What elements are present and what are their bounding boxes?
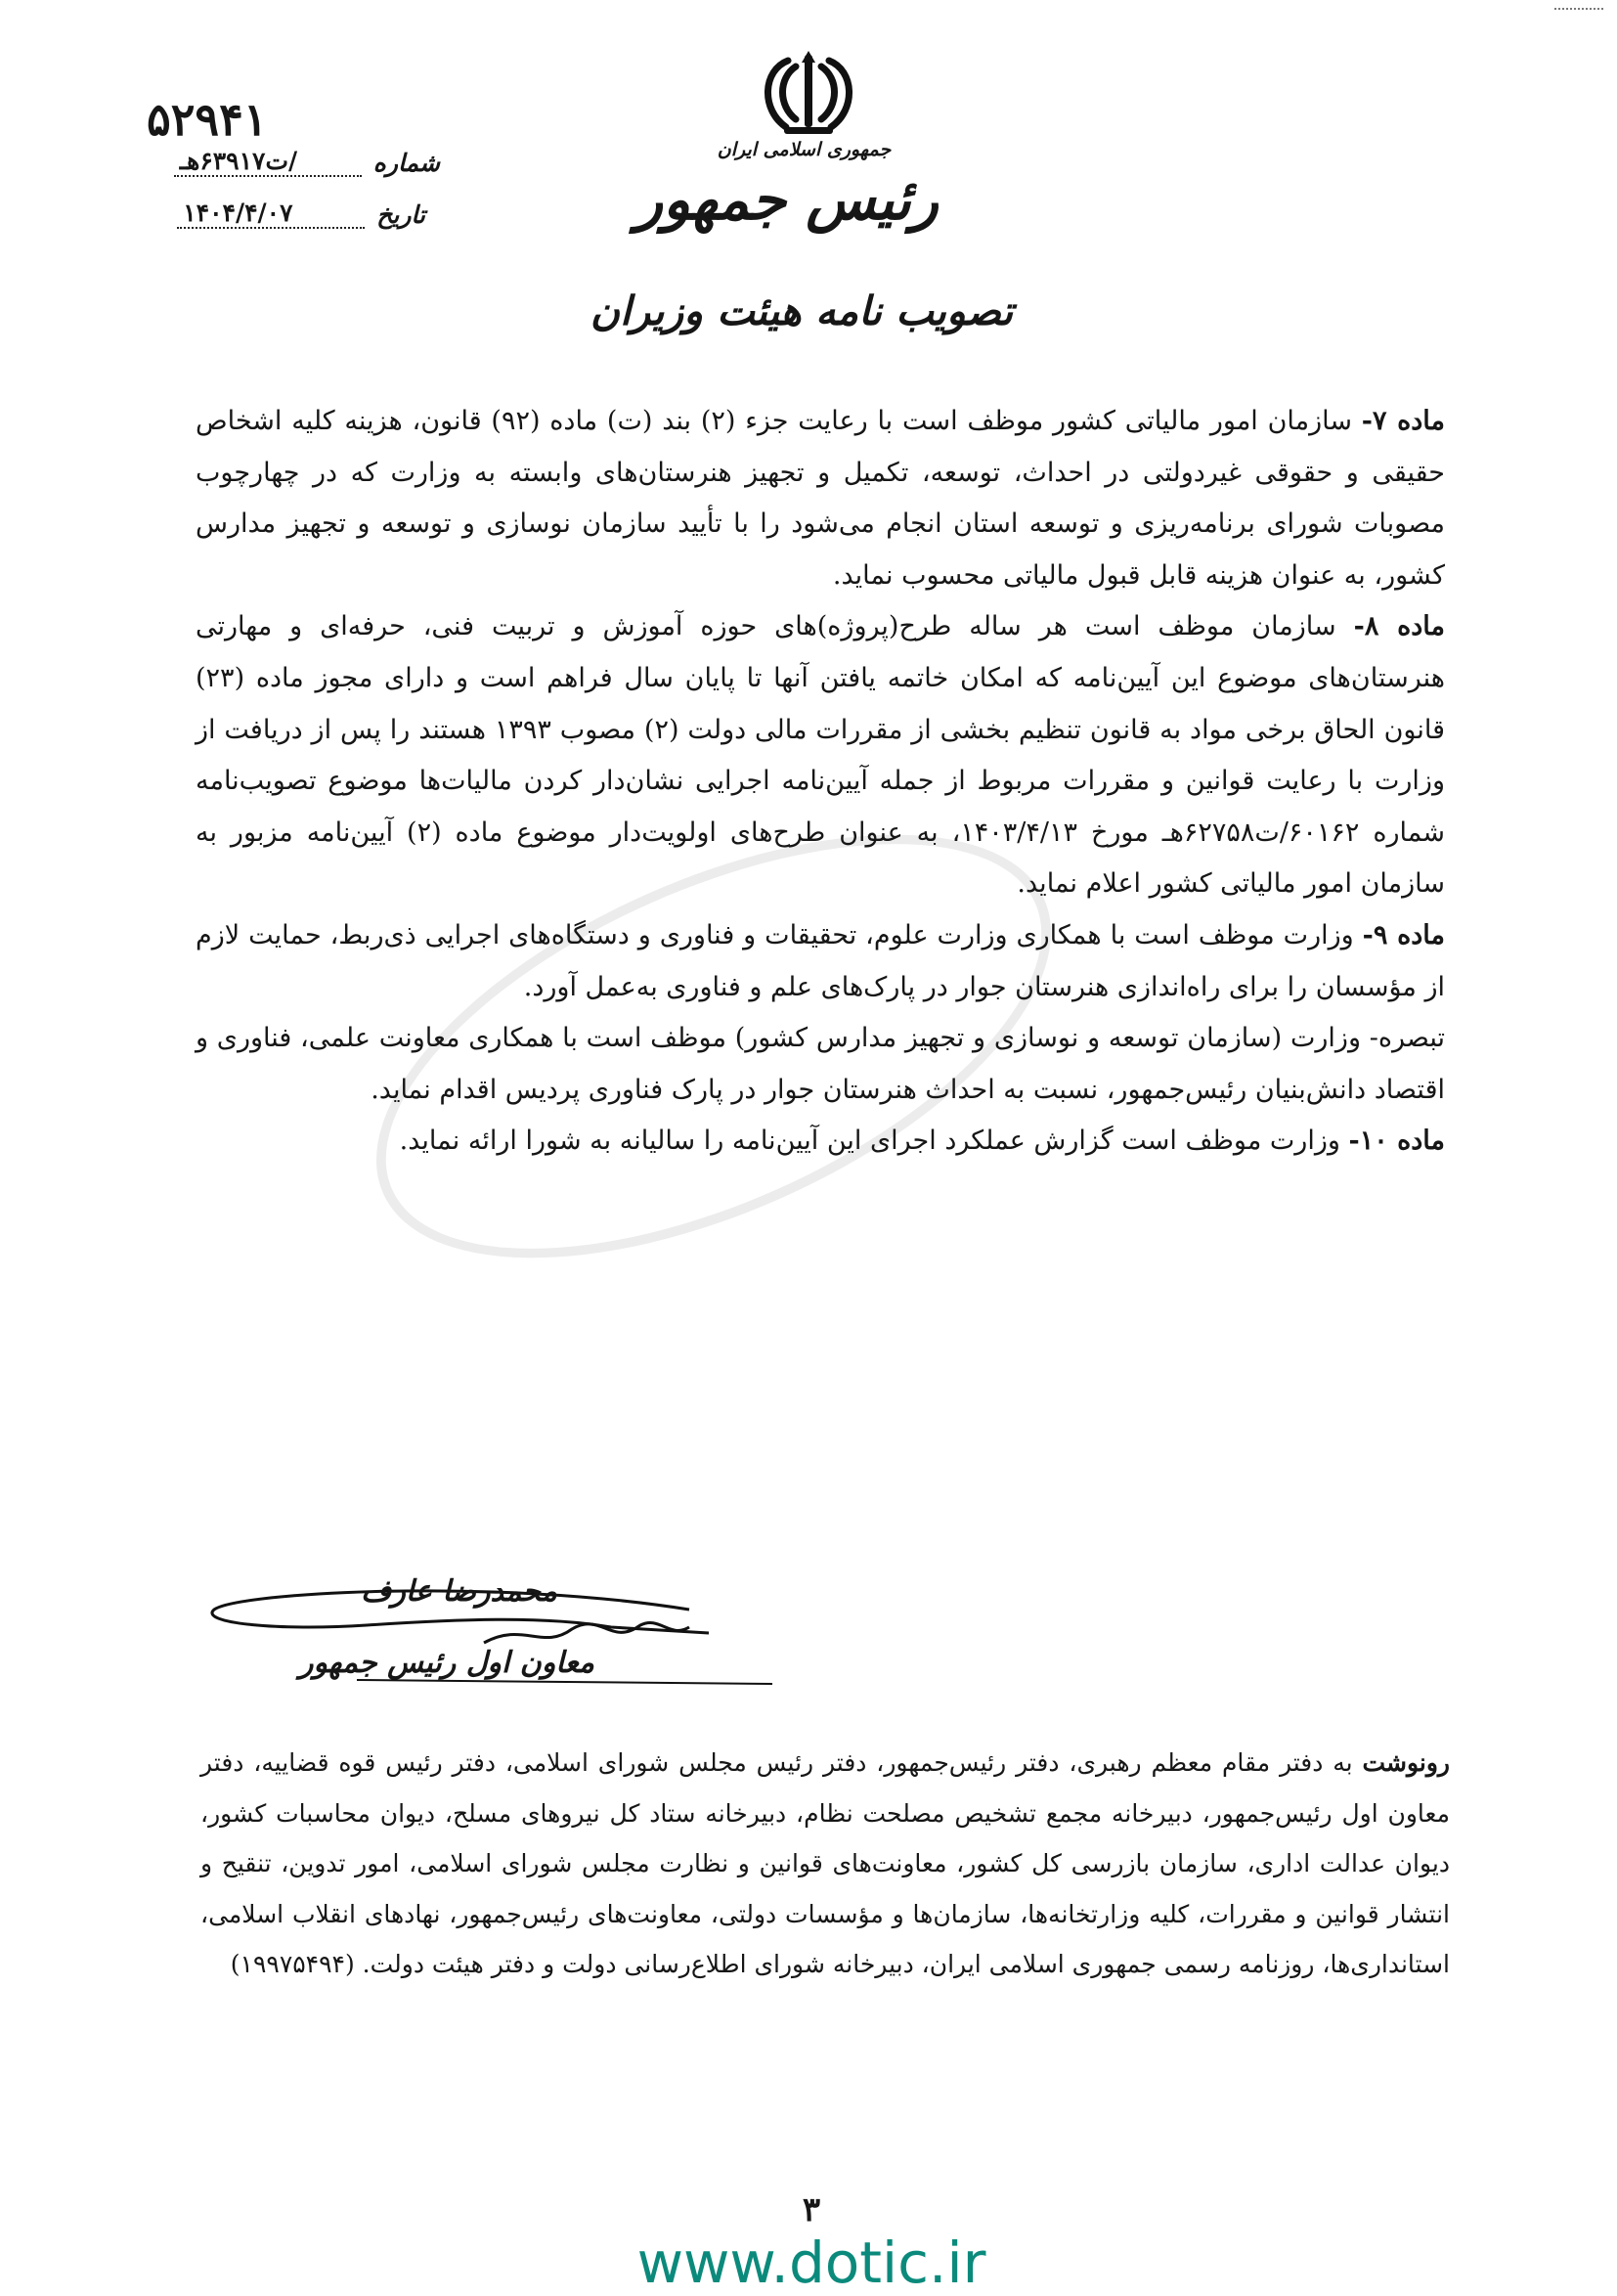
article-text: سازمان امور مالیاتی کشور موظف است با رعایت جزء (۲) بند (ت) ماده (۹۲) قانون، هزینه کلیه اشخاص حقیقی و حقوقی غیردولتی در احداث، توسعه، تکمیل و تجهیز هنرستان‌های وابسته به وزارت که در چهارچوب مصوبات شورای برنامه‌ریزی و توسعه استان انجام می‌شود را با تأیید سازمان نوسازی و توسعه و تجهیز مدارس کشور، به عنوان هزینه قابل قبول مالیاتی محسوب نماید. bbox=[196, 406, 1445, 591]
signer-title: معاون اول رئیس جمهور bbox=[299, 1646, 594, 1680]
article-8 bbox=[196, 601, 1445, 910]
page-number: ۳ bbox=[802, 2190, 821, 2230]
article-10 bbox=[196, 1116, 1445, 1168]
corner-dotted-mark bbox=[1554, 8, 1603, 10]
date-value: ۱۴۰۴/۴/۰۷ bbox=[177, 199, 365, 229]
president-title: رئیس جمهور bbox=[635, 166, 939, 233]
website-link[interactable]: www.dotic.ir bbox=[636, 2230, 986, 2296]
article-text: سازمان موظف است هر ساله طرح(پروژه)های حوزه آموزش و تربیت فنی، حرفه‌ای و مهارتی هنرستان‌های موضوع این آیین‌نامه که امکان خاتمه یافتن آنها تا پایان سال فراهم است و دارای مجوز ماده (۲۳) قانون الحاق برخی مواد به قانون تنظیم بخشی از مقررات مالی دولت (۲) مصوب ۱۳۹۳ هستند را پس از دریافت از وزارت با رعایت قوانین و مقررات مربوط از جمله آیین‌نامه اجرایی نشان‌دار کردن مالیات‌ها موضوع تصویب‌نامه شماره ۶۰۱۶۲/ت۶۲۷۵۸هـ مورخ ۱۴۰۳/۴/۱۳، به عنوان طرح‌های اولویت‌دار موضوع ماده (۲) آیین‌نامه مزبور به سازمان امور مالیاتی کشور اعلام نماید. bbox=[196, 611, 1446, 900]
number-label: شماره bbox=[372, 149, 440, 177]
date-label: تاریخ bbox=[376, 200, 425, 229]
republic-name: جمهوری اسلامی ایران bbox=[717, 139, 892, 160]
article-text: وزارت موظف است گزارش عملکرد اجرای این آیین‌نامه را سالیانه به شورا ارائه نماید. bbox=[399, 1126, 1349, 1157]
copy-label: رونوشت bbox=[1362, 1748, 1450, 1777]
article-7 bbox=[196, 396, 1445, 601]
signer-name: محمدرضا عارف bbox=[361, 1574, 557, 1609]
letter-number-row bbox=[29, 142, 440, 177]
letter-date-row bbox=[88, 194, 425, 229]
serial-number: ۵۲۹۴۱ bbox=[147, 93, 268, 146]
copy-text: به دفتر مقام معظم رهبری، دفتر رئیس‌جمهور، دفتر رئیس مجلس شورای اسلامی، دفتر رئیس قوه قضاییه، دفتر معاون اول رئیس‌جمهور، دبیرخانه مجمع تشخیص مصلحت نظام، دبیرخانه ستاد کل نیروهای مسلح، دیوان محاسبات کشور، دیوان عدالت اداری، سازمان بازرسی کل کشور، معاونت‌های قوانین و نظارت مجلس شورای اسلامی، امور تدوین، تنقیح و انتشار قوانین و مقررات، کلیه وزارتخانه‌ها، سازمان‌ها و مؤسسات دولتی، معاونت‌های رئیس‌جمهور، نهادهای انقلاب اسلامی، استانداری‌ها، روزنامه رسمی جمهوری اسلامی ایران، دبیرخانه شورای اطلاع‌رسانی دولت و دفتر هیئت دولت. (۱۹۹۷۵۴۹۴) bbox=[200, 1748, 1450, 1978]
note-paragraph bbox=[196, 1013, 1445, 1116]
article-label: ماده ۸- bbox=[1353, 611, 1445, 642]
copy-recipients bbox=[200, 1738, 1450, 1990]
article-label: ماده ۹- bbox=[1362, 919, 1445, 950]
decree-body bbox=[196, 396, 1445, 1168]
number-value: ت۶۳۹۱۷هـ/ bbox=[174, 147, 362, 177]
iran-emblem-icon bbox=[755, 49, 862, 137]
article-text: تبصره- وزارت (سازمان توسعه و نوسازی و تجهیز مدارس کشور) موظف است با همکاری معاونت علمی، فناوری و اقتصاد دانش‌بنیان رئیس‌جمهور، نسبت به احداث هنرستان جوار در پارک فناوری پردیس اقدام نماید. bbox=[196, 1023, 1445, 1105]
article-text: وزارت موظف است با همکاری وزارت علوم، تحقیقات و فناوری و دستگاه‌های اجرایی ذی‌ربط، حمایت لازم از مؤسسان را برای راه‌اندازی هنرستان جوار در پارک‌های علم و فناوری به‌عمل آورد. bbox=[196, 919, 1445, 1002]
decree-title: تصویب نامه هیئت وزیران bbox=[590, 287, 1014, 334]
article-9 bbox=[196, 910, 1445, 1013]
article-label: ماده ۷- bbox=[1361, 406, 1445, 436]
article-label: ماده ۱۰- bbox=[1348, 1126, 1445, 1157]
